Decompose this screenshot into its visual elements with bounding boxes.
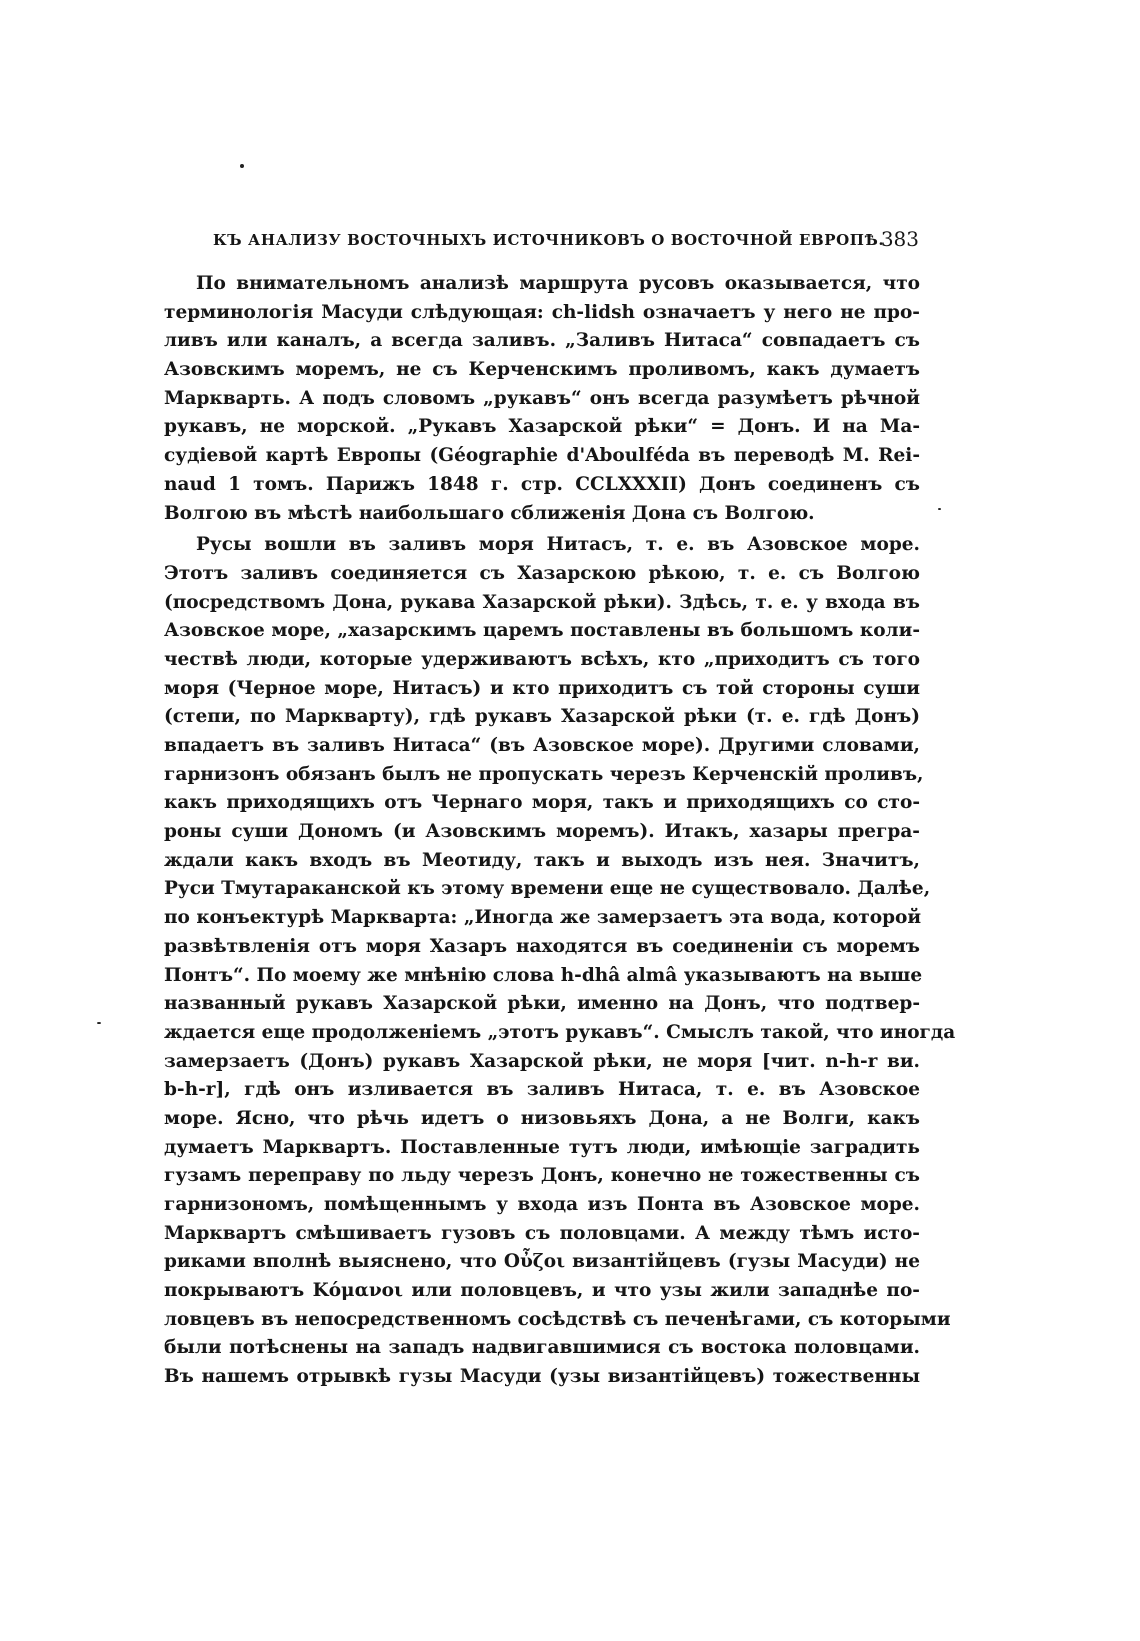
text-line: гарнизонъ обязанъ былъ не пропускать черезъ Керченскій проливъ,	[164, 763, 924, 785]
text-line: названный рукавъ Хазарской рѣки, именно на Донъ, что подтвер-	[164, 993, 920, 1015]
page-header	[213, 225, 919, 257]
text-line: Марквартъ смѣшиваетъ гузовъ съ половцами. А между тѣмъ исто-	[164, 1222, 920, 1244]
text-line: b-h-r], гдѣ онъ изливается въ заливъ Нитаса, т. е. въ Азовское	[164, 1079, 920, 1101]
text-line: Азовское море, „хазарскимъ царемъ поставлены въ большомъ коли-	[164, 620, 920, 642]
text-line: какъ приходящихъ отъ Чернаго моря, такъ и приходящихъ со сто-	[164, 792, 920, 814]
text-line: море. Ясно, что рѣчь идетъ о низовьяхъ Дона, а не Волги, какъ	[164, 1107, 920, 1129]
text-line: Въ нашемъ отрывкѣ гузы Масуди (узы византійцевъ) тожественны	[164, 1366, 920, 1388]
ink-speck	[938, 508, 941, 510]
text-line: думаетъ Марквартъ. Поставленные тутъ люди, имѣющіе заградить	[164, 1136, 920, 1158]
text-line: Русы вошли въ заливъ моря Нитасъ, т. е. въ Азовское море.	[196, 534, 920, 556]
text-line: ждали какъ входъ въ Меотиду, такъ и выходъ изъ нея. Значитъ,	[164, 849, 920, 871]
text-line: ловцевъ въ непосредственномъ сосѣдствѣ съ печенѣгами, съ которыми	[164, 1308, 951, 1330]
ink-speck	[240, 164, 244, 168]
text-line: риками вполнѣ выяснено, что Οὖζοι византійцевъ (гузы Масуди) не	[164, 1251, 920, 1273]
text-line: покрываютъ Κόμανοι или половцевъ, и что узы жили западнѣе по-	[164, 1280, 920, 1302]
text-line: по конъектурѣ Маркварта: „Иногда же замерзаетъ эта вода, которой	[164, 907, 922, 929]
text-line: Азовскимъ моремъ, не съ Керченскимъ проливомъ, какъ думаетъ	[164, 359, 920, 381]
paragraph-1	[164, 270, 920, 528]
text-line: Этотъ заливъ соединяется съ Хазарскою рѣкою, т. е. съ Волгою	[164, 562, 920, 584]
text-line: роны суши Дономъ (и Азовскимъ моремъ). Итакъ, хазары прегра-	[164, 821, 920, 843]
text-line: Маркварть. А подъ словомъ „рукавъ“ онъ всегда разумѣетъ рѣчной	[164, 387, 920, 409]
text-line: (степи, по Маркварту), гдѣ рукавъ Хазарской рѣки (т. е. гдѣ Донъ)	[164, 706, 920, 728]
running-title: КЪ АНАЛИЗУ ВОСТОЧНЫХЪ ИСТОЧНИКОВЪ О ВОСТОЧНОЙ ЕВРОПѢ.	[213, 231, 885, 249]
text-line: Руси Тмутараканской къ этому времени еще не существовало. Далѣе,	[164, 878, 931, 900]
text-line: моря (Черное море, Нитасъ) и кто приходитъ съ той стороны суши	[164, 677, 920, 699]
text-line: Понтъ“. По моему же мнѣнію слова h-dhâ almâ указываютъ на выше	[164, 964, 923, 986]
text-line: naud 1 томъ. Парижъ 1848 г. стр. CCLXXXII) Донъ соединенъ съ	[164, 473, 920, 495]
ink-speck	[97, 1022, 101, 1024]
text-line: судіевой картѣ Европы (Géographie d'Aboulféda въ переводѣ M. Rei-	[164, 445, 920, 467]
text-line: чествѣ люди, которые удерживаютъ всѣхъ, кто „приходитъ съ того	[164, 648, 920, 670]
text-line: ждается еще продолженіемъ „этотъ рукавъ“. Смыслъ такой, что иногда	[164, 1021, 956, 1043]
text-line: рукавъ, не морской. „Рукавъ Хазарской рѣки“ = Донъ. И на Ма-	[164, 416, 920, 438]
text-line: По внимательномъ анализѣ маршрута русовъ оказывается, что	[196, 273, 920, 294]
text-line: гузамъ переправу по льду черезъ Донъ, конечно не тожественны съ	[164, 1165, 920, 1187]
text-line: Волгою въ мѣстѣ наибольшаго сближенія Дона съ Волгою.	[164, 502, 815, 524]
text-line: замерзаетъ (Донъ) рукавъ Хазарской рѣки, не моря [чит. n-h-r ви.	[164, 1050, 920, 1072]
text-line: терминологія Масуди слѣдующая: ch-lidsh означаетъ у него не про-	[164, 301, 920, 323]
text-line: были потѣснены на западъ надвигавшимися съ востока половцами.	[164, 1337, 920, 1359]
paragraph-2	[164, 531, 956, 1392]
text-line: гарнизономъ, помѣщеннымъ у входа изъ Понта въ Азовское море.	[164, 1194, 920, 1215]
text-line: развѣтвленія отъ моря Хазаръ находятся въ соединеніи съ моремъ	[164, 935, 920, 957]
body-text	[164, 270, 956, 1392]
text-line: ливъ или каналъ, а всегда заливъ. „Заливъ Нитаса“ совпадаетъ съ	[164, 330, 920, 352]
text-line: впадаетъ въ заливъ Нитаса“ (въ Азовское море). Другими словами,	[164, 735, 920, 756]
page-number: 383	[880, 227, 919, 251]
text-line: (посредствомъ Дона, рукава Хазарской рѣки). Здѣсь, т. е. у входа въ	[164, 591, 920, 613]
